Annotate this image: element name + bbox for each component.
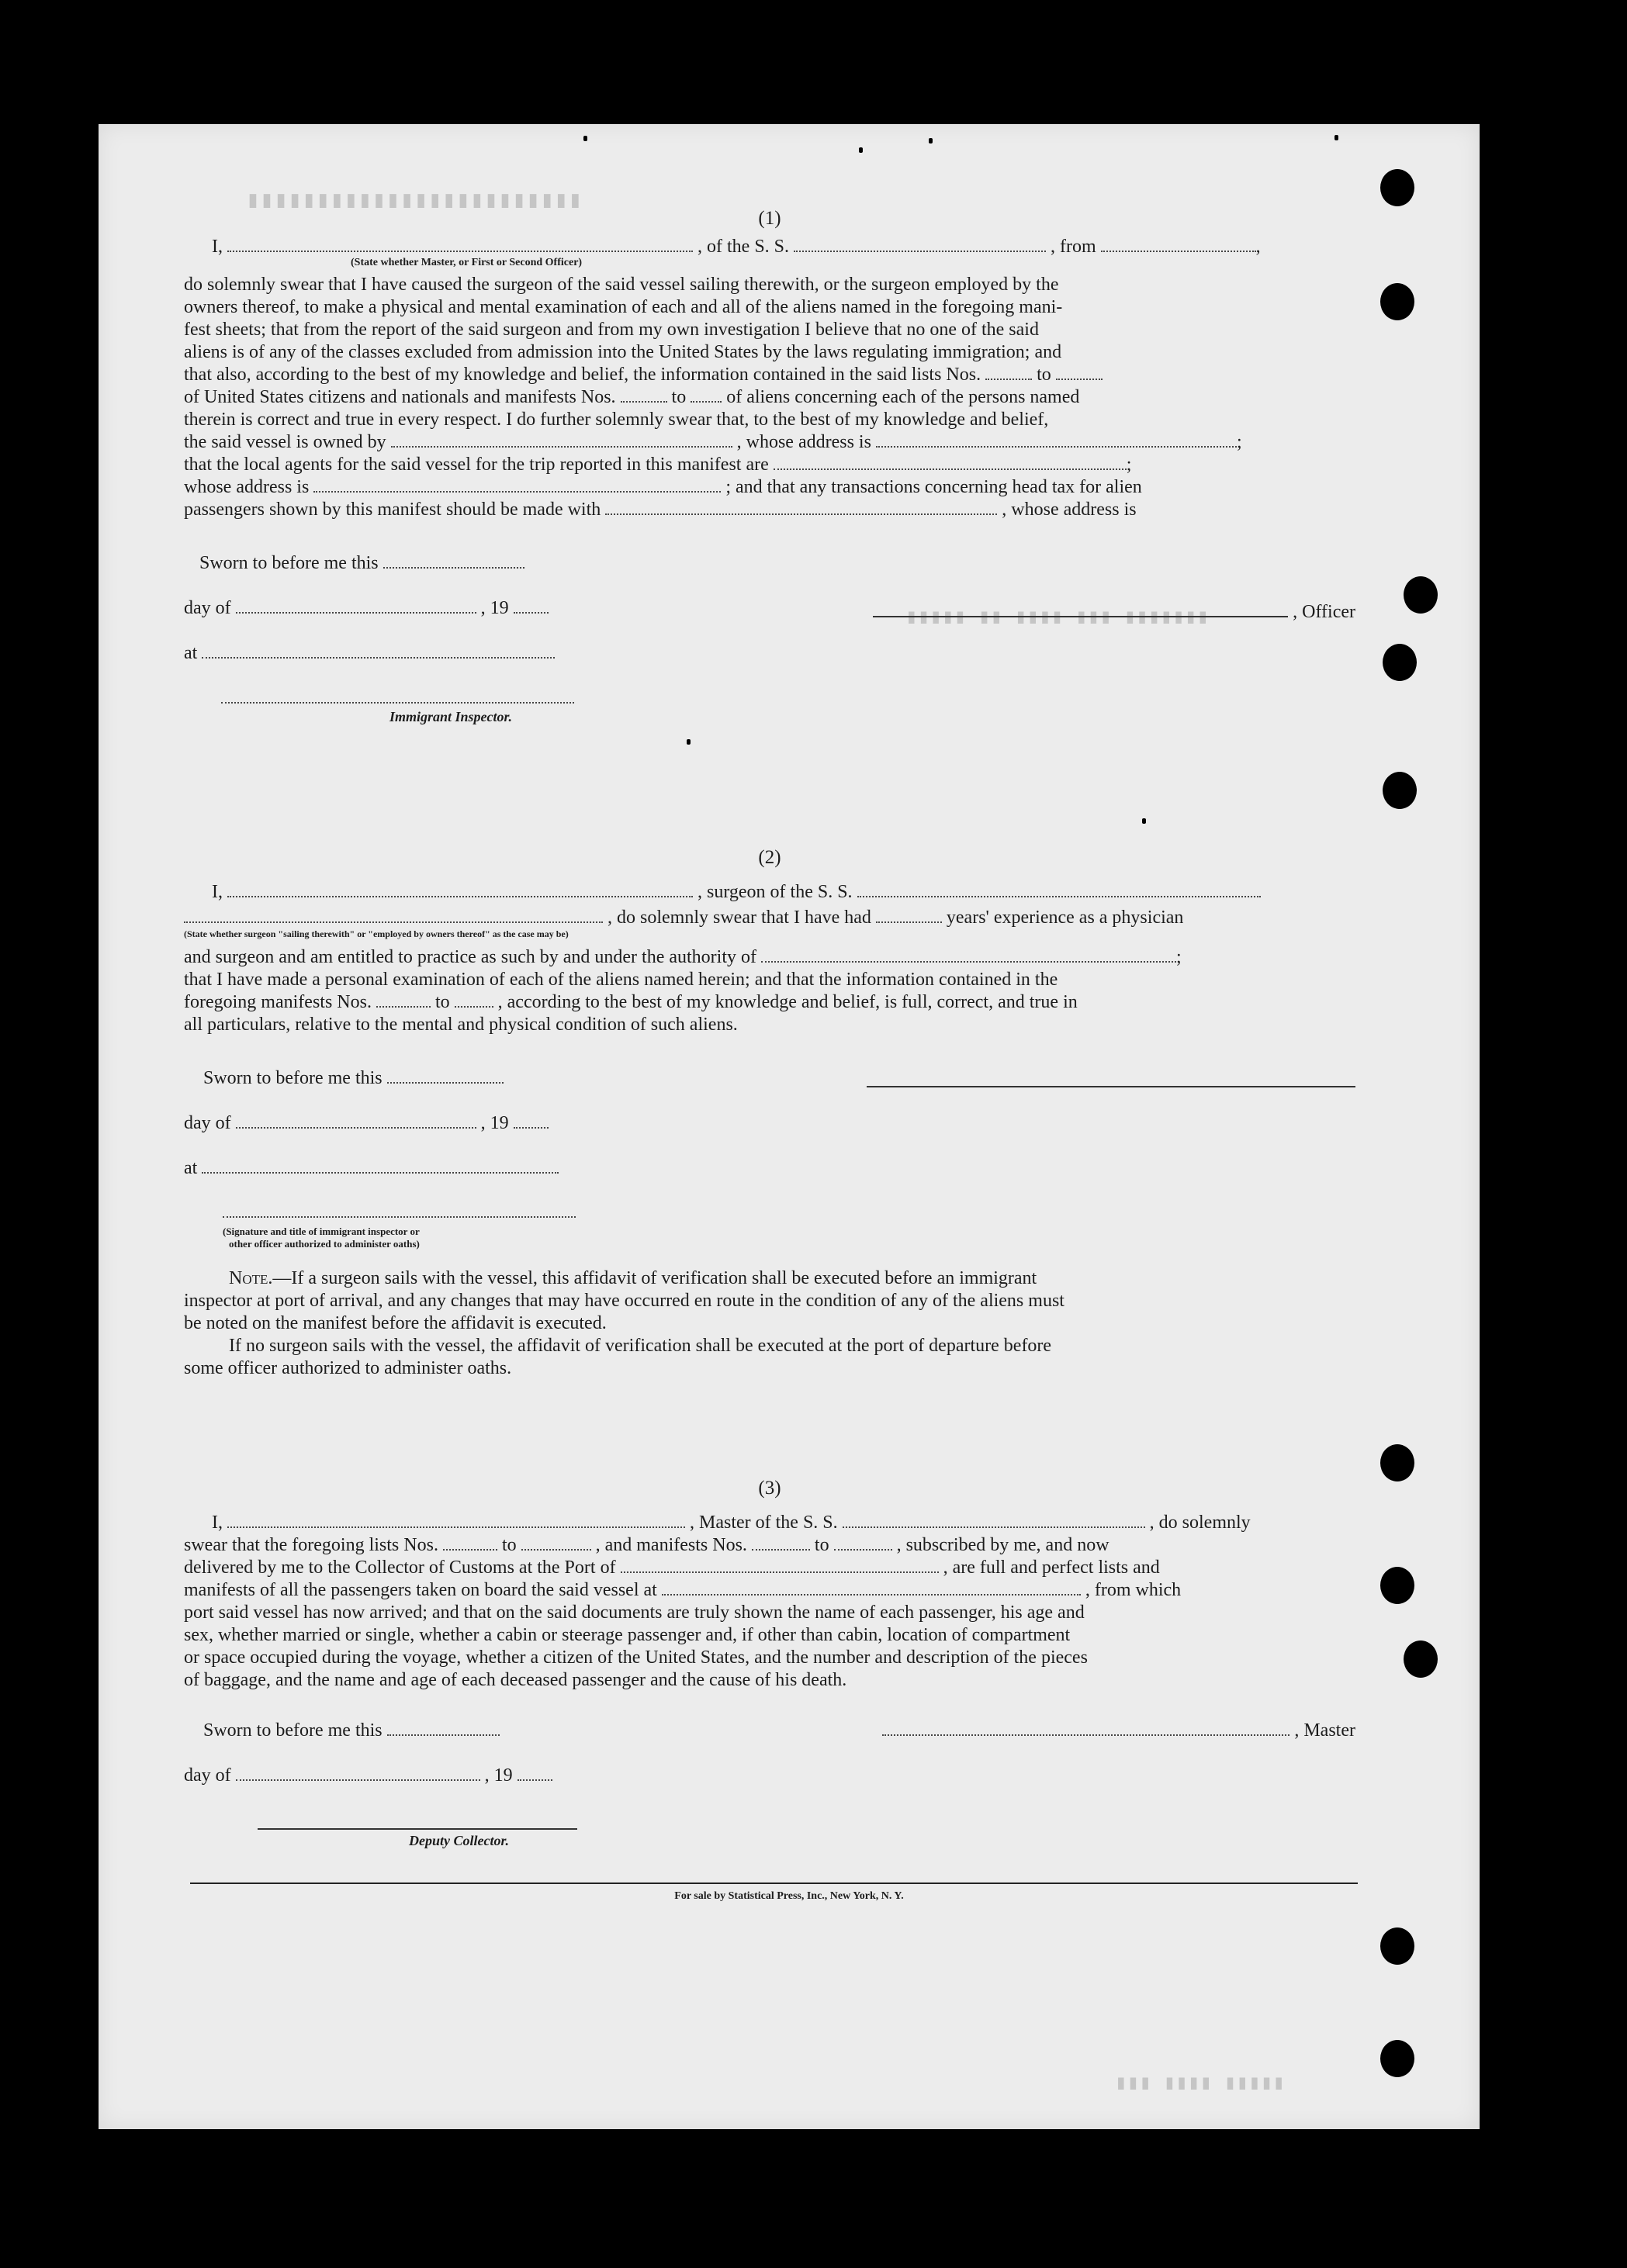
- day-of-line: day of , 19: [184, 1112, 549, 1135]
- officer-signature-field[interactable]: [873, 599, 1288, 617]
- bleed-through-text: ▮▮▮▮▮▮▮▮▮▮▮▮▮▮▮▮▮▮▮▮▮▮▮▮: [246, 188, 583, 215]
- surgeon-status-field[interactable]: [184, 908, 603, 923]
- note-line: some officer authorized to administer oaths.: [184, 1358, 512, 1378]
- paragraph-line: that also, according to the best of my knowledge and belief, the information contained in the said lists Nos. to: [184, 364, 1355, 386]
- section-3: [184, 1478, 1355, 1859]
- paragraph-line: and surgeon and am entitled to practice as such by and under the authority of ;: [184, 947, 1182, 967]
- speck: [859, 147, 863, 153]
- section-1-number: (1): [758, 208, 781, 229]
- master-signature-line: , Master: [882, 1720, 1355, 1742]
- day-of-field[interactable]: [236, 598, 476, 614]
- punch-hole: [1383, 644, 1417, 681]
- paragraph-line: do solemnly swear that I have caused the surgeon of the said vessel sailing therewith, or the surgeon employed by the: [184, 275, 1059, 295]
- authority-field[interactable]: [761, 947, 1176, 963]
- paragraph-line: aliens is of any of the classes excluded from admission into the United States by the laws regulating immigration; and: [184, 342, 1062, 362]
- section-1-paragraph: [184, 274, 1355, 521]
- section-1: [184, 208, 1355, 754]
- section-3-oath-header: I, , Master of the S. S. , do solemnly: [212, 1513, 1251, 1533]
- ship-name-field[interactable]: [794, 237, 1046, 252]
- section-2: [184, 847, 1355, 1380]
- year-field[interactable]: [514, 1113, 549, 1129]
- owner-field[interactable]: [391, 432, 732, 448]
- owner-address-field[interactable]: [876, 432, 1237, 448]
- manifests-from-field[interactable]: [621, 387, 667, 403]
- paragraph-line: delivered by me to the Collector of Customs at the Port of , are full and perfect lists and: [184, 1558, 1160, 1578]
- master-name-field[interactable]: [227, 1513, 685, 1528]
- officer-signature-line: , Officer: [873, 599, 1355, 624]
- paragraph-line: fest sheets; that from the report of the said surgeon and from my own investigation I believe that no one of the said: [184, 320, 1039, 340]
- note-line: inspector at port of arrival, and any changes that may have occurred en route in the condition of any of the aliens must: [184, 1291, 1064, 1311]
- master-ship-field[interactable]: [843, 1513, 1145, 1528]
- inspector-signature-field[interactable]: [221, 688, 574, 704]
- punch-hole: [1380, 1444, 1414, 1481]
- punch-hole: [1404, 576, 1438, 614]
- paragraph-line: swear that the foregoing lists Nos. to , and manifests Nos. to , subscribed by me, and now: [184, 1535, 1109, 1555]
- sworn-date-field[interactable]: [387, 1068, 504, 1084]
- surgeon-signature-field[interactable]: [867, 1069, 1355, 1087]
- punch-hole: [1380, 1567, 1414, 1604]
- section-2-paragraph: [184, 946, 1355, 1036]
- note-line: If no surgeon sails with the vessel, the affidavit of verification shall be executed at the port of departure before: [229, 1336, 1052, 1356]
- signature-note-2: other officer authorized to administer oaths): [229, 1238, 420, 1250]
- lists-to-field[interactable]: [521, 1535, 591, 1551]
- collector-signature-field[interactable]: [258, 1811, 577, 1830]
- at-field[interactable]: [202, 1158, 559, 1174]
- paragraph-line: of baggage, and the name and age of each deceased passenger and the cause of his death.: [184, 1670, 847, 1690]
- punch-hole: [1380, 2040, 1414, 2077]
- paragraph-line: that the local agents for the said vessel for the trip reported in this manifest are ;: [184, 455, 1132, 475]
- at-line: at: [184, 642, 555, 665]
- note-label: Note.: [229, 1268, 273, 1288]
- port-field[interactable]: [621, 1558, 939, 1573]
- paragraph-line: sex, whether married or single, whether a cabin or steerage passenger and, if other than cabin, location of compartment: [184, 1625, 1071, 1645]
- officer-note: (State whether Master, or First or Second Officer): [351, 257, 583, 268]
- surgeon-note: (State whether surgeon "sailing therewith" or "employed by owners thereof" as the case may be): [184, 928, 569, 939]
- punch-hole: [1380, 1927, 1414, 1965]
- of-the-ss-label: , of the S. S.: [698, 237, 790, 257]
- signature-note-1: (Signature and title of immigrant inspector or: [223, 1226, 420, 1237]
- note-line: be noted on the manifest before the affidavit is executed.: [184, 1313, 607, 1333]
- surgeon-note-block: [184, 1267, 1355, 1380]
- paragraph-line: passengers shown by this manifest should be made with , whose address is: [184, 500, 1137, 520]
- oath-opening: I,: [212, 237, 223, 257]
- local-agents-field[interactable]: [774, 455, 1127, 470]
- section-2-number: (2): [758, 847, 781, 868]
- punch-hole: [1383, 772, 1417, 809]
- paragraph-line: of United States citizens and nationals and manifests Nos. to of aliens concerning each of the persons named: [184, 387, 1080, 407]
- manifests-from-field[interactable]: [376, 992, 431, 1008]
- section-1-oath-header: I, , of the S. S. , from ,: [184, 236, 1355, 258]
- paragraph-line: foregoing manifests Nos. to , according to the best of my knowledge and belief, is full, correct, and true in: [184, 992, 1078, 1012]
- head-tax-contact-field[interactable]: [605, 500, 997, 515]
- speck: [583, 136, 587, 141]
- lists-from-field[interactable]: [443, 1535, 497, 1551]
- deputy-collector-label: Deputy Collector.: [409, 1833, 509, 1848]
- day-of-field[interactable]: [236, 1765, 480, 1781]
- master-signature-field[interactable]: [882, 1720, 1289, 1736]
- footer-rule: [190, 1883, 1358, 1884]
- bleed-through-text: ▮▮▮▮▮ ▮▮▮▮ ▮▮▮: [1115, 2072, 1286, 2095]
- day-of-line: day of , 19: [184, 597, 549, 620]
- manifests-to-field[interactable]: [834, 1535, 892, 1551]
- speck: [929, 138, 933, 143]
- section-3-signature-block: [184, 1720, 1355, 1859]
- sworn-line: Sworn to before me this: [203, 1067, 504, 1090]
- surgeon-name-field[interactable]: [227, 882, 693, 897]
- sworn-date-field[interactable]: [383, 553, 524, 569]
- paragraph-line: port said vessel has now arrived; and that on the said documents are truly shown the name of each passenger, his age and: [184, 1602, 1085, 1623]
- manifest-back-page: [99, 124, 1480, 2129]
- paragraph-line: that I have made a personal examination of each of the aliens named herein; and that the information contained in the: [184, 970, 1058, 990]
- section-2-signature-block: [184, 1067, 1355, 1261]
- punch-hole: [1404, 1640, 1438, 1678]
- speck: [1334, 135, 1338, 140]
- printer-credit: For sale by Statistical Press, Inc., New York, N. Y.: [674, 1890, 904, 1902]
- sworn-line: Sworn to before me this: [199, 552, 524, 575]
- at-line: at: [184, 1157, 559, 1180]
- departure-port-field[interactable]: [1101, 237, 1256, 252]
- at-field[interactable]: [202, 643, 555, 659]
- manifests-to-field[interactable]: [455, 992, 493, 1008]
- paragraph-line: the said vessel is owned by , whose address is ;: [184, 432, 1242, 452]
- sworn-line: Sworn to before me this: [203, 1720, 500, 1742]
- paragraph-line: whose address is ; and that any transactions concerning head tax for alien: [184, 477, 1142, 497]
- paragraph-line: or space occupied during the voyage, whether a citizen of the United States, and the number and description of the pieces: [184, 1647, 1088, 1668]
- section-2-oath-header: I, , surgeon of the S. S.: [184, 881, 1355, 904]
- agents-address-field[interactable]: [313, 477, 721, 493]
- paragraph-line: manifests of all the passengers taken on board the said vessel at , from which: [184, 1580, 1182, 1600]
- inspector-signature-field[interactable]: [223, 1202, 576, 1218]
- surgeon-ship-field[interactable]: [857, 882, 1261, 897]
- day-of-field[interactable]: [236, 1113, 476, 1129]
- section-2-swear-line: , do solemnly swear that I have had years' experience as a physician: [184, 907, 1355, 929]
- from-label: , from: [1051, 237, 1096, 257]
- section-3-number: (3): [758, 1478, 781, 1499]
- sworn-date-field[interactable]: [387, 1720, 500, 1736]
- punch-hole: [1380, 283, 1414, 320]
- paragraph-line: owners thereof, to make a physical and mental examination of each and all of the aliens named in the foregoing mani-: [184, 297, 1063, 317]
- punch-hole: [1380, 169, 1414, 206]
- speck: [1142, 818, 1146, 824]
- paragraph-line: all particulars, relative to the mental and physical condition of such aliens.: [184, 1015, 738, 1035]
- embarkation-port-field[interactable]: [662, 1580, 1081, 1596]
- bleed-through-text: ▮▮▮▮▮▮▮ ▮▮▮ ▮▮▮▮ ▮▮ ▮▮▮▮▮: [905, 606, 1210, 629]
- lists-to-field[interactable]: [1056, 365, 1103, 380]
- section-1-signature-block: [184, 552, 1355, 754]
- officer-name-field[interactable]: [227, 237, 693, 252]
- lists-from-field[interactable]: [985, 365, 1032, 380]
- note-line: Note.—If a surgeon sails with the vessel, this affidavit of verification shall be executed before an immigrant: [229, 1268, 1037, 1288]
- manifests-to-field[interactable]: [691, 387, 722, 403]
- manifests-from-field[interactable]: [752, 1535, 810, 1551]
- year-field[interactable]: [514, 598, 549, 614]
- year-field[interactable]: [518, 1765, 552, 1781]
- years-experience-field[interactable]: [876, 908, 942, 923]
- paragraph-line: therein is correct and true in every respect. I do further solemnly swear that, to the best of my knowledge and belief,: [184, 410, 1049, 430]
- immigrant-inspector-label: Immigrant Inspector.: [389, 709, 513, 724]
- day-of-line: day of , 19: [184, 1765, 552, 1787]
